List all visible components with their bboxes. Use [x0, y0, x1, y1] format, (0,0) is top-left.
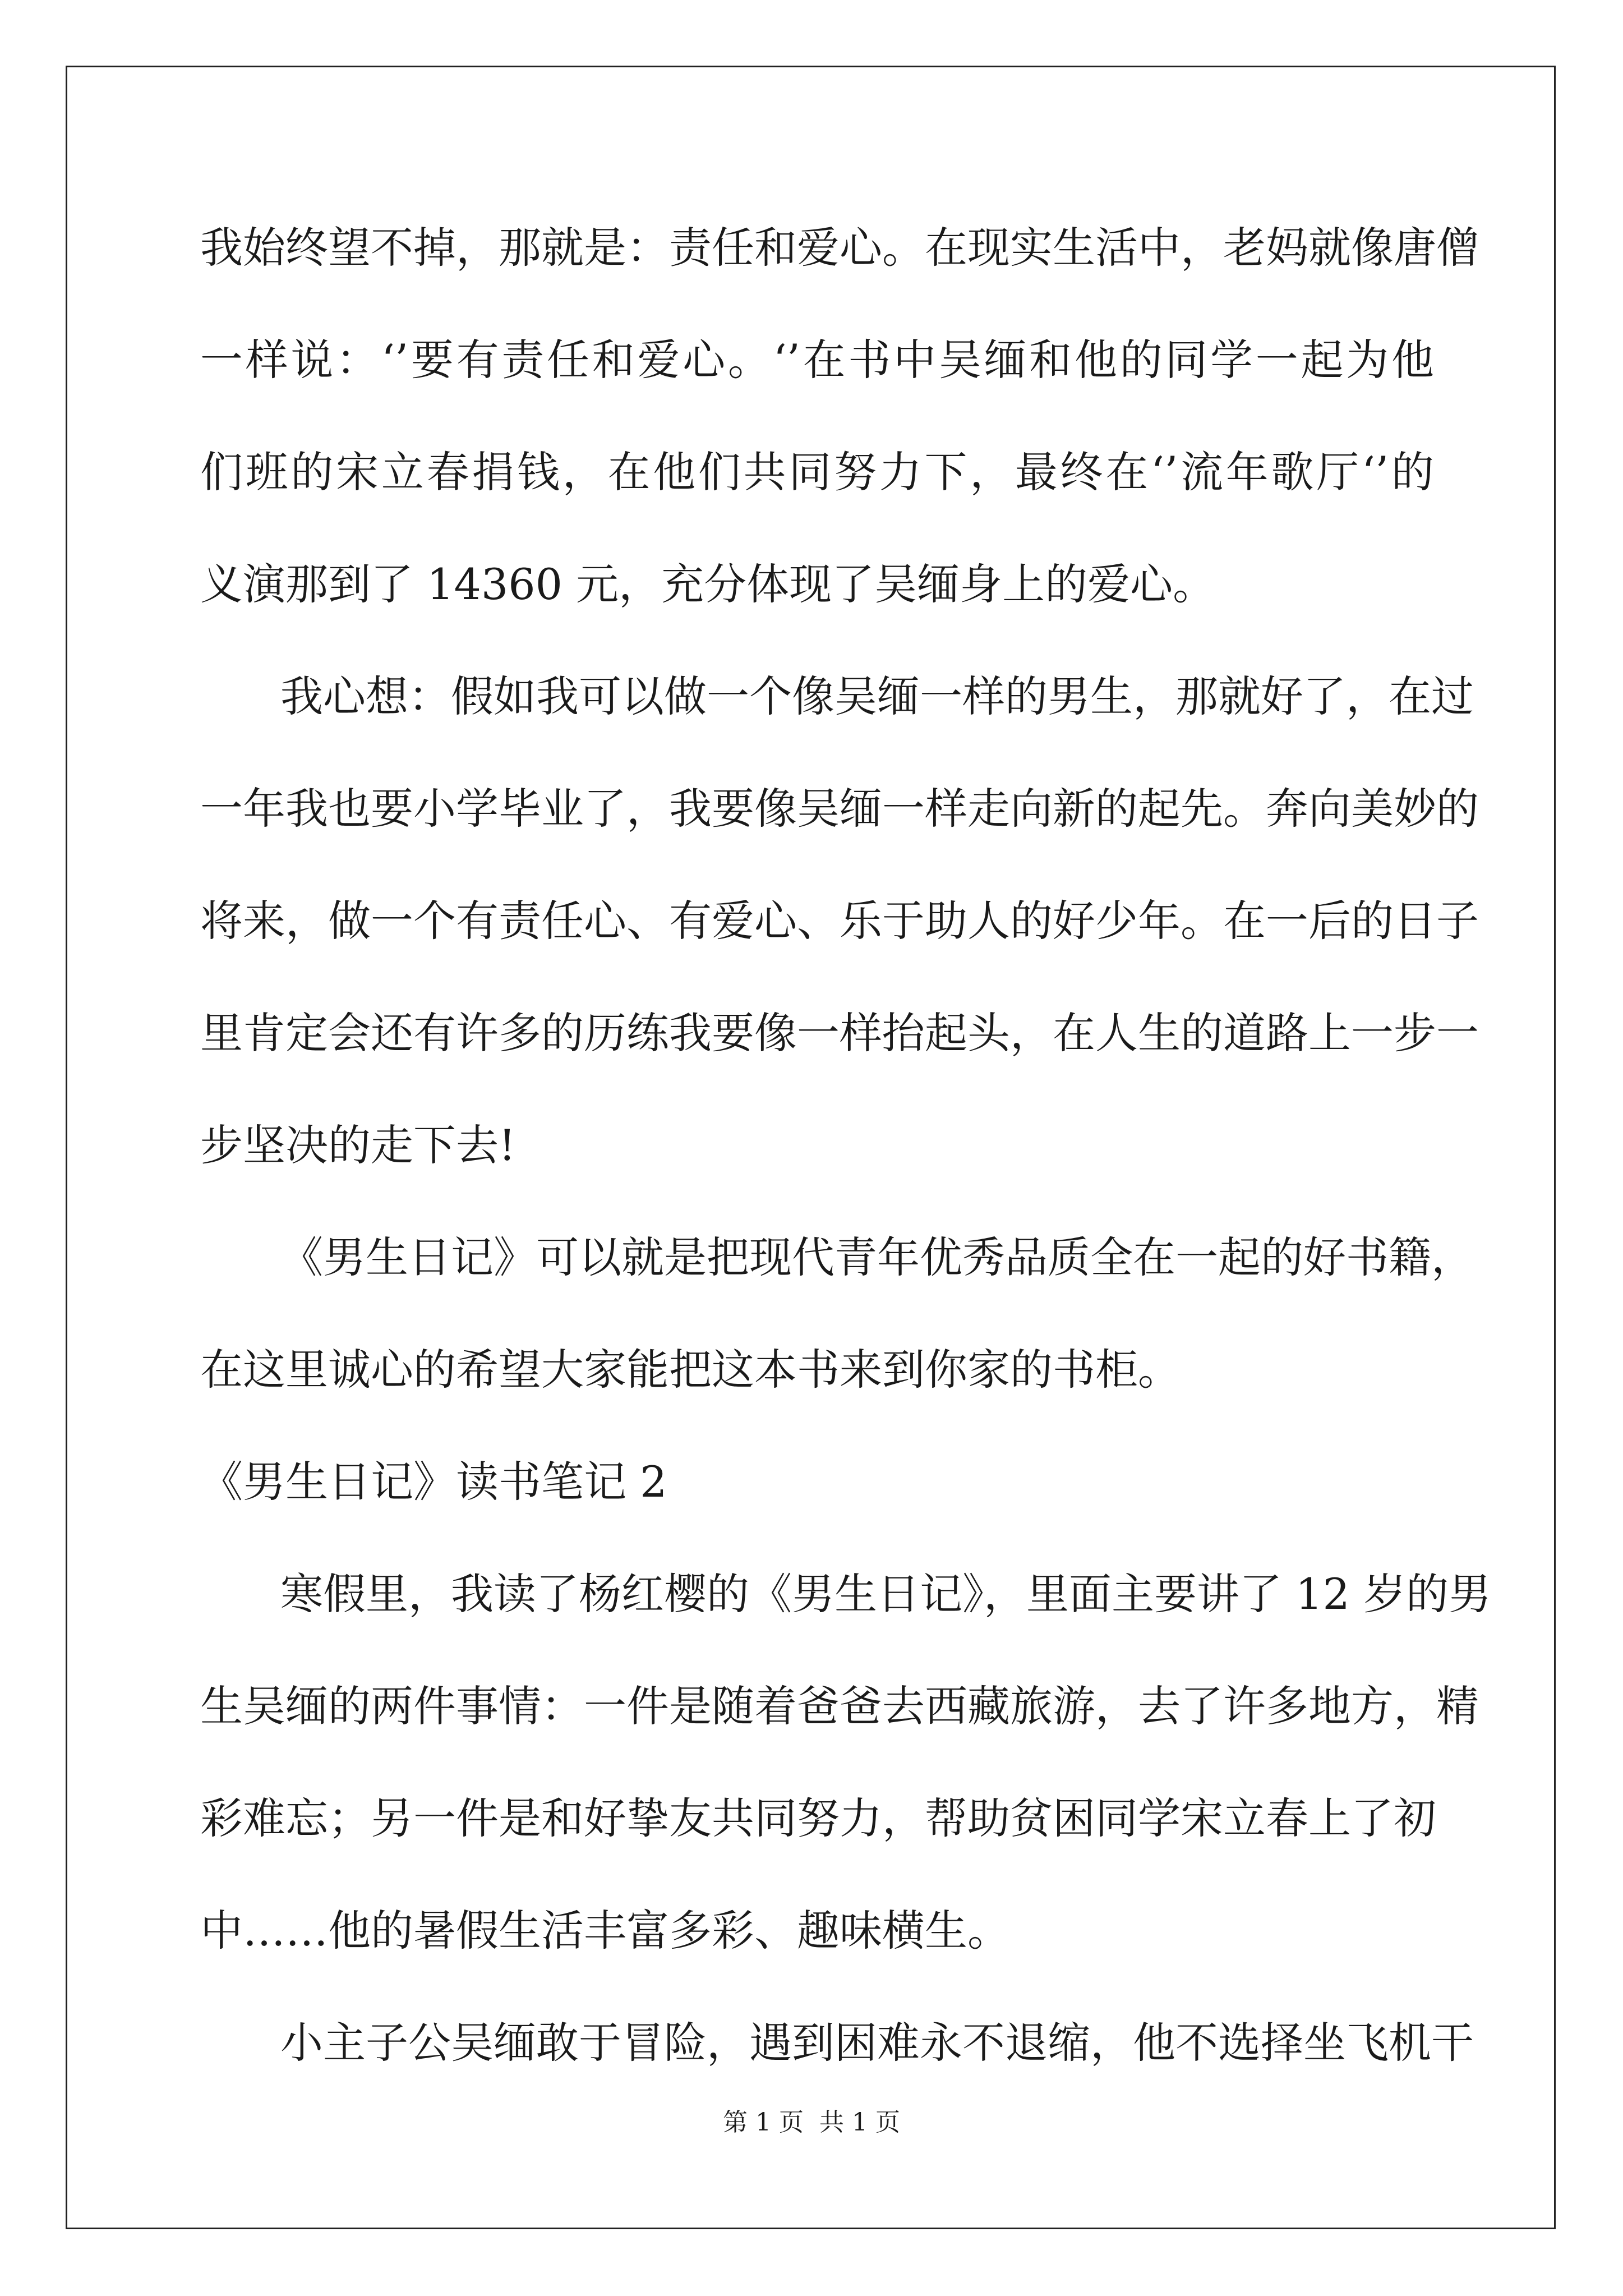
- page-number: 第 1 页: [723, 2108, 804, 2137]
- section-heading: 《男生日记》读书笔记 2: [200, 1457, 667, 1507]
- paragraph-4-line-4: 中……他的暑假生活丰富多彩、趣味横生。: [200, 1906, 1010, 1955]
- paragraph-1-line-4: 义演那到了 14360 元，充分体现了吴缅身上的爱心。: [200, 559, 1216, 609]
- paragraph-1-line-2: 一样说：‘’要有责任和爱心。‘’在书中吴缅和他的同学一起为他: [200, 335, 1434, 385]
- paragraph-3-line-2: 在这里诚心的希望大家能把这本书来到你家的书柜。: [200, 1345, 1181, 1395]
- paragraph-1-line-1: 我始终望不掉，那就是：责任和爱心。在现实生活中，老妈就像唐僧: [200, 223, 1479, 273]
- paragraph-5-line-1: 小主子公吴缅敢于冒险，遇到困难永不退缩，他不选择坐飞机干: [280, 2018, 1474, 2068]
- paragraph-4-line-3: 彩难忘；另一件是和好挚友共同努力，帮助贫困同学宋立春上了初: [200, 1793, 1436, 1843]
- page-footer: [0, 2106, 1623, 2139]
- paragraph-2-line-4: 里肯定会还有许多的历练我要像一样抬起头，在人生的道路上一步一: [200, 1008, 1479, 1058]
- paragraph-4-line-2: 生吴缅的两件事情：一件是随着爸爸去西藏旅游，去了许多地方，精: [200, 1681, 1479, 1731]
- paragraph-3-line-1: 《男生日记》可以就是把现代青年优秀品质全在一起的好书籍，: [280, 1232, 1474, 1282]
- paragraph-2-line-5: 步坚决的走下去!: [200, 1120, 516, 1170]
- paragraph-2-line-3: 将来，做一个有责任心、有爱心、乐于助人的好少年。在一后的日子: [200, 896, 1479, 946]
- paragraph-2-line-1: 我心想：假如我可以做一个像吴缅一样的男生，那就好了，在过: [280, 671, 1474, 721]
- paragraph-4-line-1: 寒假里，我读了杨红樱的《男生日记》，里面主要讲了 12 岁的男: [280, 1569, 1492, 1619]
- paragraph-2-line-2: 一年我也要小学毕业了，我要像吴缅一样走向新的起先。奔向美妙的: [200, 784, 1479, 834]
- page-total: 共 1 页: [819, 2108, 900, 2137]
- paragraph-1-line-3: 们班的宋立春捐钱，在他们共同努力下，最终在‘’流年歌厅‘’的: [200, 447, 1434, 497]
